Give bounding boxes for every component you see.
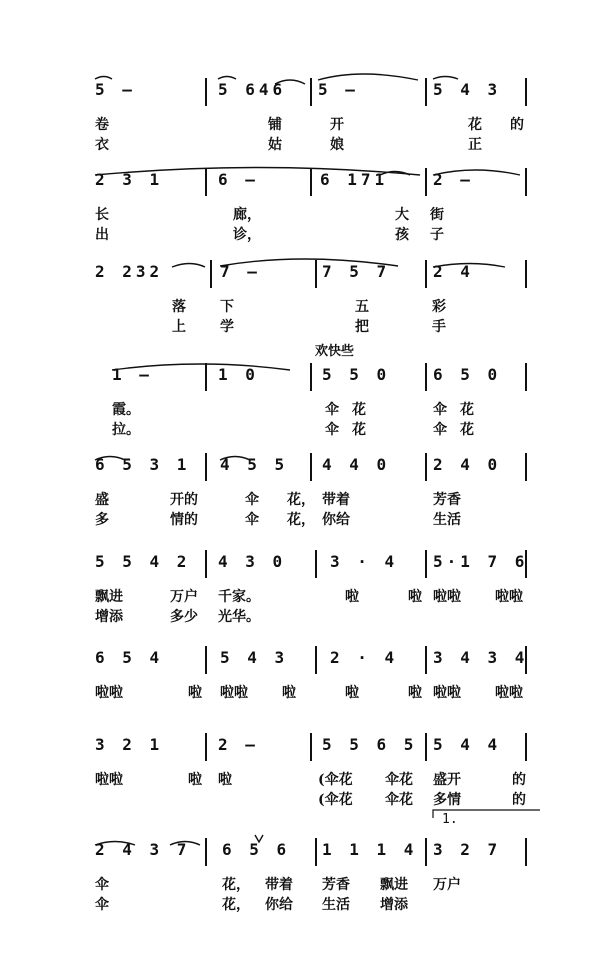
lyric-verse-1: 飘进 <box>380 877 408 893</box>
lyric-verse-1: 啦啦 <box>433 685 461 701</box>
lyric-verse-1: 啦啦 <box>95 772 123 788</box>
bar-line <box>425 733 427 761</box>
lyric-verse-1: 花 <box>468 117 482 133</box>
bar-line <box>205 550 207 578</box>
bar-line <box>525 363 527 391</box>
bar-line <box>425 550 427 578</box>
lyric-verse-2: 的 <box>512 792 526 808</box>
lyric-verse-1: 的 <box>510 117 524 133</box>
lyric-verse-2: 拉。 <box>112 422 140 438</box>
bar-line <box>310 168 312 196</box>
bar-line <box>525 78 527 106</box>
lyric-verse-1: 开 <box>330 117 344 133</box>
measure-notes: 2 — <box>433 170 474 189</box>
measure-notes: 6 — <box>218 170 259 189</box>
bar-line <box>205 838 207 866</box>
lyric-verse-2: 子 <box>430 227 444 243</box>
lyric-verse-1: 廊， <box>233 207 261 223</box>
lyric-verse-1: 万户 <box>170 589 198 605</box>
measure-notes: 5 5 6 5 <box>322 735 418 754</box>
lyric-verse-2: 你给 <box>322 512 350 528</box>
lyric-verse-2: 生活 <box>322 897 350 913</box>
lyric-verse-1: 落 <box>172 299 186 315</box>
lyric-verse-1: 万户 <box>433 877 461 893</box>
measure-notes: 4 5 5 <box>220 455 289 474</box>
lyric-verse-2: 花 <box>460 422 474 438</box>
lyric-verse-2: 诊， <box>233 227 261 243</box>
lyric-verse-2: 上 <box>172 319 186 335</box>
measure-notes: 5 646 <box>218 80 287 99</box>
bar-line <box>315 260 317 288</box>
lyric-verse-1: 开的 <box>170 492 198 508</box>
lyric-verse-1: 啦 <box>218 772 232 788</box>
lyric-verse-1: 伞 <box>245 492 259 508</box>
measure-notes: 3 2 7 <box>433 840 502 859</box>
bar-line <box>425 838 427 866</box>
lyric-verse-1: 花， <box>287 492 315 508</box>
measure-notes: 2 · 4 <box>330 648 399 667</box>
lyric-verse-1: 飘进 <box>95 589 123 605</box>
lyric-verse-1: 伞 <box>325 402 339 418</box>
lyric-verse-1: (伞花 <box>318 772 353 788</box>
lyric-verse-2: 花， <box>287 512 315 528</box>
lyric-verse-1: 带着 <box>322 492 350 508</box>
lyric-verse-1: 的 <box>512 772 526 788</box>
lyric-verse-1: 伞花 <box>385 772 413 788</box>
measure-notes: 3 2 1 <box>95 735 164 754</box>
measure-notes: 5 5 0 <box>322 365 391 384</box>
lyric-verse-2: 伞 <box>245 512 259 528</box>
lyric-verse-1: 芳香 <box>433 492 461 508</box>
lyric-verse-1: 啦啦 <box>495 685 523 701</box>
measure-notes: 2 — <box>218 735 259 754</box>
lyric-verse-1: 花 <box>352 402 366 418</box>
bar-line <box>205 78 207 106</box>
lyric-verse-1: 卷 <box>95 117 109 133</box>
measure-notes: 6 5 6 <box>222 840 291 859</box>
tempo-marking: 欢快些 <box>315 344 355 359</box>
lyric-verse-2: 正 <box>468 137 482 153</box>
measure-notes: 5 — <box>318 80 359 99</box>
lyric-verse-1: 啦 <box>188 772 202 788</box>
lyric-verse-1: 啦 <box>408 589 422 605</box>
lyric-verse-2: 多情 <box>433 792 461 808</box>
lyric-verse-1: 花 <box>460 402 474 418</box>
measure-notes: 5 4 4 <box>433 735 502 754</box>
bar-line <box>205 453 207 481</box>
measure-notes: 4 3 0 <box>218 552 287 571</box>
lyric-verse-1: 伞 <box>95 877 109 893</box>
lyric-verse-1: 街 <box>430 207 444 223</box>
measure-notes: 1 1 1 4 <box>322 840 418 859</box>
lyric-verse-2: 伞 <box>325 422 339 438</box>
measure-notes: 2 3 1 <box>95 170 164 189</box>
lyric-verse-2: 增添 <box>95 609 123 625</box>
bar-line <box>310 453 312 481</box>
lyric-verse-2: 伞 <box>95 897 109 913</box>
lyric-verse-1: 啦啦 <box>220 685 248 701</box>
lyric-verse-2: 把 <box>355 319 369 335</box>
measure-notes: 6 5 3 1 <box>95 455 191 474</box>
bar-line <box>525 838 527 866</box>
bar-line <box>425 260 427 288</box>
bar-line <box>315 646 317 674</box>
bar-line <box>525 733 527 761</box>
lyric-verse-1: 霞。 <box>112 402 140 418</box>
measure-notes: 5 4 3 <box>220 648 289 667</box>
lyric-verse-2: 多 <box>95 512 109 528</box>
lyric-verse-2: 孩 <box>395 227 409 243</box>
lyric-verse-1: 带着 <box>265 877 293 893</box>
lyric-verse-1: 啦 <box>345 589 359 605</box>
bar-line <box>310 78 312 106</box>
measure-notes: 5·1 7 6 <box>433 552 529 571</box>
lyric-verse-1: 啦啦 <box>495 589 523 605</box>
lyric-verse-2: 增添 <box>380 897 408 913</box>
lyric-verse-1: 千家。 <box>218 589 260 605</box>
lyric-verse-2: 你给 <box>265 897 293 913</box>
lyric-verse-2: (伞花 <box>318 792 353 808</box>
bar-line <box>525 453 527 481</box>
lyric-verse-1: 芳香 <box>322 877 350 893</box>
lyric-verse-1: 伞 <box>433 402 447 418</box>
measure-notes: 6 171 <box>320 170 389 189</box>
lyric-verse-2: 花， <box>222 897 250 913</box>
lyric-verse-1: 啦 <box>345 685 359 701</box>
lyric-verse-1: 啦 <box>408 685 422 701</box>
bar-line <box>205 363 207 391</box>
lyric-verse-1: 盛开 <box>433 772 461 788</box>
bar-line <box>425 646 427 674</box>
lyric-verse-1: 啦 <box>282 685 296 701</box>
lyric-verse-1: 啦啦 <box>433 589 461 605</box>
lyric-verse-2: 娘 <box>330 137 344 153</box>
measure-notes: 5 — <box>95 80 136 99</box>
lyric-verse-1: 盛 <box>95 492 109 508</box>
lyric-verse-1: 下 <box>220 299 234 315</box>
measure-notes: 3 4 3 4 <box>433 648 529 667</box>
measure-notes: 2 4 3 7 <box>95 840 191 859</box>
bar-line <box>525 168 527 196</box>
lyric-verse-2: 手 <box>432 319 446 335</box>
first-ending-label: 1. <box>442 812 458 827</box>
lyric-verse-2: 出 <box>95 227 109 243</box>
bar-line <box>525 260 527 288</box>
lyric-verse-1: 啦啦 <box>95 685 123 701</box>
bar-line <box>315 550 317 578</box>
lyric-verse-2: 光华。 <box>218 609 260 625</box>
measure-notes: 7 — <box>220 262 261 281</box>
lyric-verse-2: 衣 <box>95 137 109 153</box>
measure-notes: 2 4 0 <box>433 455 502 474</box>
measure-notes: 2 4 <box>433 262 474 281</box>
lyric-verse-2: 学 <box>220 319 234 335</box>
lyric-verse-1: 铺 <box>268 117 282 133</box>
measure-notes: 3 · 4 <box>330 552 399 571</box>
bar-line <box>205 168 207 196</box>
bar-line <box>425 453 427 481</box>
lyric-verse-1: 啦 <box>188 685 202 701</box>
lyric-verse-2: 伞 <box>433 422 447 438</box>
measure-notes: 1 0 <box>218 365 259 384</box>
lyric-verse-2: 多少 <box>170 609 198 625</box>
measure-notes: 2 232 <box>95 262 164 281</box>
bar-line <box>310 733 312 761</box>
bar-line <box>315 838 317 866</box>
bar-line <box>205 733 207 761</box>
lyric-verse-2: 伞花 <box>385 792 413 808</box>
bar-line <box>310 363 312 391</box>
measure-notes: 4 4 0 <box>322 455 391 474</box>
measure-notes: 5 4 3 <box>433 80 502 99</box>
lyric-verse-1: 五 <box>355 299 369 315</box>
lyric-verse-1: 花， <box>222 877 250 893</box>
lyric-verse-2: 花 <box>352 422 366 438</box>
measure-notes: 6 5 0 <box>433 365 502 384</box>
lyric-verse-2: 生活 <box>433 512 461 528</box>
measure-notes: 1 — <box>112 365 153 384</box>
bar-line <box>205 646 207 674</box>
lyric-verse-2: 姑 <box>268 137 282 153</box>
measure-notes: 6 5 4 <box>95 648 164 667</box>
lyric-verse-2: 情的 <box>170 512 198 528</box>
bar-line <box>425 168 427 196</box>
lyric-verse-1: 彩 <box>432 299 446 315</box>
measure-notes: 5 5 4 2 <box>95 552 191 571</box>
lyric-verse-1: 长 <box>95 207 109 223</box>
measure-notes: 7 5 7 <box>322 262 391 281</box>
lyric-verse-1: 大 <box>395 207 409 223</box>
bar-line <box>425 363 427 391</box>
bar-line <box>425 78 427 106</box>
bar-line <box>210 260 212 288</box>
